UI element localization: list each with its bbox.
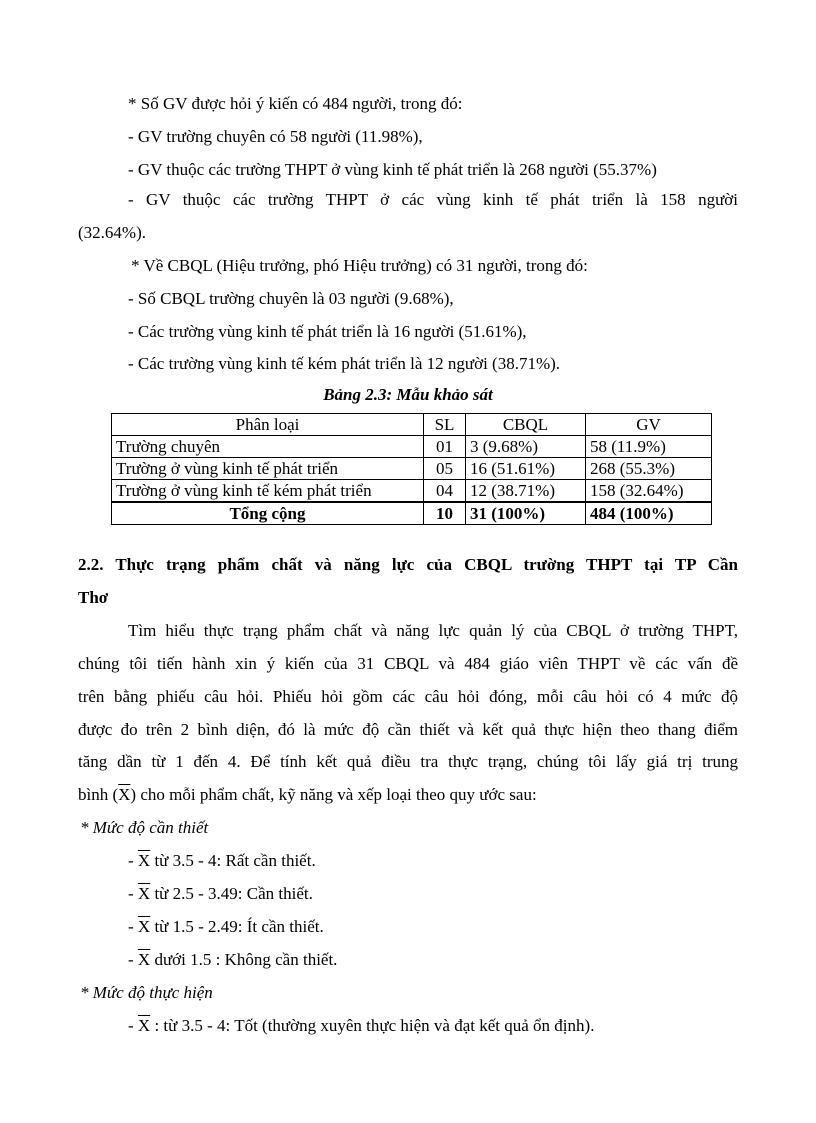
header-category: Phân loại	[112, 414, 424, 436]
row-category: Trường ở vùng kinh tế phát triển	[112, 458, 424, 480]
gv-phat-trien-line: - GV thuộc các trường THPT ở vùng kinh tế phát triển là 268 người (55.37%)	[128, 160, 657, 179]
cbql-total-line: * Về CBQL (Hiệu trưởng, phó Hiệu trưởng) có 31 người, trong đó:	[131, 256, 588, 275]
total-label: Tổng cộng	[112, 502, 424, 525]
table-row	[112, 458, 712, 480]
header-quantity: SL	[424, 414, 466, 436]
row-gv: 58 (11.9%)	[586, 436, 712, 458]
row-cbql: 3 (9.68%)	[466, 436, 586, 458]
item-dash: -	[128, 950, 138, 969]
mean-symbol: $\overline{X}$	[137, 851, 151, 870]
row-cbql: 12 (38.71%)	[466, 480, 586, 503]
table-row	[112, 436, 712, 458]
header-gv: GV	[586, 414, 712, 436]
row-quantity: 01	[424, 436, 466, 458]
necessity-item-4	[128, 950, 337, 970]
item-dash: -	[128, 917, 138, 936]
item-text: từ 2.5 - 3.49: Cần thiết.	[150, 884, 313, 903]
paragraph-line-6-prefix: bình (	[78, 785, 119, 804]
paragraph-line-1: Tìm hiểu thực trạng phẩm chất và năng lực quản lý của CBQL ở trường THPT,	[128, 621, 738, 640]
item-text: dưới 1.5 : Không cần thiết.	[150, 950, 338, 969]
row-quantity: 05	[424, 458, 466, 480]
item-dash: -	[128, 851, 138, 870]
necessity-item-1	[128, 851, 316, 871]
row-gv: 268 (55.3%)	[586, 458, 712, 480]
table-row	[112, 480, 712, 503]
table-total-row	[112, 502, 712, 525]
total-gv: 484 (100%)	[586, 502, 712, 525]
gv-kem-line2: (32.64%).	[78, 223, 146, 242]
paragraph-line-5: tăng dần từ 1 đến 4. Để tính kết quả điều tra thực trạng, chúng tôi lấy giá trị trung	[78, 752, 738, 771]
paragraph-line-6-suffix: ) cho mỗi phẩm chất, kỹ năng và xếp loại theo quy ước sau:	[130, 785, 537, 804]
item-dash: -	[128, 1016, 138, 1035]
cbql-phat-trien-line: - Các trường vùng kinh tế phát triển là 16 người (51.61%),	[128, 322, 527, 341]
necessity-item-2	[128, 884, 313, 904]
cbql-kem-line: - Các trường vùng kinh tế kém phát triển là 12 người (38.71%).	[128, 354, 561, 373]
mean-symbol: $\overline{X}$	[137, 884, 151, 903]
implementation-item-1	[128, 1016, 594, 1036]
mean-symbol: $\overline{X}$	[137, 1016, 151, 1035]
necessity-item-3	[128, 917, 324, 937]
section-heading-line1: 2.2. Thực trạng phẩm chất và năng lực của CBQL trường THPT tại TP Cần	[78, 555, 738, 574]
item-text: từ 1.5 - 2.49: Ít cần thiết.	[150, 917, 324, 936]
survey-sample-table	[111, 413, 712, 525]
row-category: Trường chuyên	[112, 436, 424, 458]
row-cbql: 16 (51.61%)	[466, 458, 586, 480]
paragraph-line-3: trên bằng phiếu câu hỏi. Phiếu hỏi gồm các câu hỏi đóng, mỗi câu hỏi có 4 mức độ	[78, 687, 738, 706]
item-text: : từ 3.5 - 4: Tốt (thường xuyên thực hiện và đạt kết quả ổn định).	[150, 1016, 595, 1035]
item-text: từ 3.5 - 4: Rất cần thiết.	[150, 851, 316, 870]
item-dash: -	[128, 884, 138, 903]
cbql-chuyen-line: - Số CBQL trường chuyên là 03 người (9.68%),	[128, 289, 454, 308]
paragraph-line-2: chúng tôi tiến hành xin ý kiến của 31 CBQL và 484 giáo viên THPT về các vấn đề	[78, 654, 738, 673]
implementation-heading: * Mức độ thực hiện	[80, 983, 213, 1002]
table-caption: Bảng 2.3: Mẫu khảo sát	[323, 385, 493, 404]
paragraph-line-4: được đo trên 2 bình diện, đó là mức độ cần thiết và kết quả thực hiện theo thang điểm	[78, 720, 738, 739]
gv-chuyen-line: - GV trường chuyên có 58 người (11.98%),	[128, 127, 423, 146]
mean-symbol: $\overline{X}$	[137, 917, 151, 936]
mean-symbol: $\overline{X}$	[137, 950, 151, 969]
gv-total-line: * Số GV được hỏi ý kiến có 484 người, trong đó:	[128, 94, 463, 113]
row-quantity: 04	[424, 480, 466, 503]
section-heading-line2: Thơ	[78, 588, 109, 607]
paragraph-line-6	[78, 785, 537, 805]
total-cbql: 31 (100%)	[466, 502, 586, 525]
mean-symbol: $\overline{X}$	[118, 785, 131, 804]
necessity-heading: * Mức độ cần thiết	[80, 818, 209, 837]
row-gv: 158 (32.64%)	[586, 480, 712, 503]
table-header-row	[112, 414, 712, 436]
row-category: Trường ở vùng kinh tế kém phát triển	[112, 480, 424, 503]
total-quantity: 10	[424, 502, 466, 525]
header-cbql: CBQL	[466, 414, 586, 436]
gv-kem-line1: - GV thuộc các trường THPT ở các vùng kinh tế phát triển là 158 người	[128, 190, 738, 209]
